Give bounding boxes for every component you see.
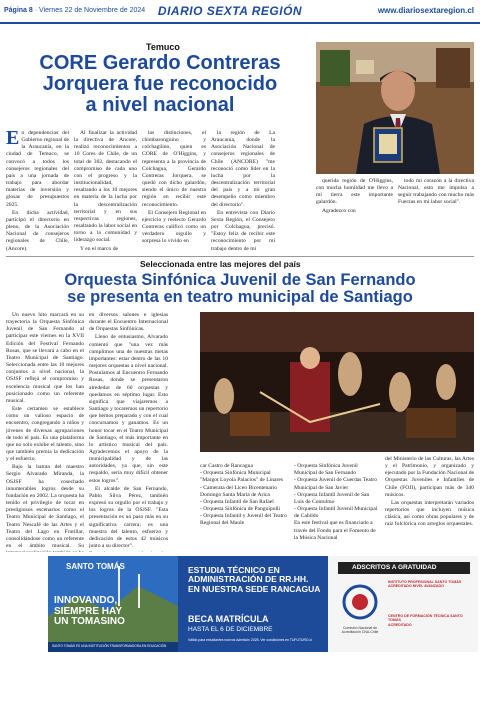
article2-section: Seleccionada entre las mejores del país [140, 259, 301, 269]
ad-slogan: INNOVANDO, SIEMPRE HAY UN TOMASINO [54, 595, 125, 627]
article1-col4: la región de La Araucanía, donde la Asociación Nacional de consejeros regionales de Chile (ANCORE) "me reconoció como líder en la lucha por la descentralización territorial del país y a mi gran desempeño como miembro del directorio". En entrevista con Diario Sexta Región, el Consejero por Colchagua, precisó. "Estoy feliz de recibir este reconocimiento por mi trabajo dentro de mi [211, 130, 275, 252]
ad-offer-panel [178, 556, 328, 652]
article1-col2: Al finalizar la actividad la directiva de Ancore, realizó reconocimientos a 10 Cores de Chile, de un total de 302, destacando el compromiso de cada uno con el progreso y la institucionalidad, resaltando a los 10 mejores en materia de la lucha por la descentralización territorial y en sus respectivas regiones, resaltando la labor social en torno a la comunidad y liderazgo social. Y en el marco de [74, 130, 137, 252]
ad-institute-2: CENTRO DE FORMACIÓN TÉCNICA SANTO TOMÁS ACREDITADO [388, 614, 463, 627]
ad-beca-note: Válido para estudiantes nuevos Admisión 2025. Ver condiciones en TUFUTURO.cl [188, 638, 312, 642]
article1-col5: querida región de O'Higgins, con mucha humildad me llevo a mi tierra este importante galardón. Agradezco con [316, 178, 393, 214]
article2-photo [200, 312, 474, 452]
newspaper-brand: DIARIO SEXTA REGIÓN [157, 4, 303, 18]
article1-col1: En dependencias del Gobierno regional de la Araucanía, en la ciudad de Temuco, se convocó a todos los consejeros regionales del país a una jornada de trabajo para abordar materias de inversión y glosas de presupuestos 2025. En dicha actividad, participó el directorio en pleno, de la Asociación Nacional de consejeros regionales de Chile, (Ancore). [6, 130, 69, 252]
ad-logo: SANTO TOMÁS [66, 562, 125, 571]
cna-logo: Comisión Nacional de Acreditación CNA-Chile [338, 582, 382, 642]
article2-title: Orquesta Sinfónica Juvenil de San Fernando se presenta en teatro municipal de Santiago [64, 271, 416, 307]
section-divider [6, 256, 474, 257]
article1-col6: todo mi corazón a la directiva Nacional, esto me impulsa a seguir trabajando con mucho más Fuerzas en mi labor social". [398, 178, 474, 206]
article2-col1: Un nuevo hito marcará en su trayectoria la Orquesta Sinfónica Juvenil de San Fernando al participar este viernes en la XVII Edición del Festival Fernando Rosas, que se llevará a cabo en el Teatro Municipal de Santiago. Seleccionada entre las 10 mejores conjuntos a nivel nacional, la OSJSF reflejá el compromiso y excelencia musical que los han posicionado como un referente musical. Este certamen se establece como un valioso espacio de encuentro, congregando a niños y jóvenes de diversas agrupaciones de todo el país. Es una plataforma que no solo exhibe el talento, sino que también premia la dedicación y el esfuerzo. Bajo la batuta del maestro Sergio Alvarado Miranda, la OSJSF ha cosechado innumerables logros desde su fundación en 2002. La orquesta ha tenido el privilegio de tocar en prestigiosos escenarios como el Teatro Municipal de Santiago, el Teatro Nescafé de las Artes y el Teatro del Lago en Frutillar, consolidándose como un referente en el ámbito musical. Su [6, 312, 84, 549]
site-url[interactable]: www.diariosextaregion.cl [377, 6, 474, 15]
page-date: Página 8 · Viernes 22 de Noviembre de 2024 [4, 7, 146, 14]
ad-accreditation-panel [328, 556, 478, 652]
ad-brand-panel [48, 556, 178, 652]
article2-col3: car Castro de Rancagua - Orquesta Sinfónica Municipal "Margot Loyola Palacios" de Linares - Camerata del Liceo Bicentenario Domingo Santa María de Arica - Orquesta Infantil de San Rafael - Orquesta Sinfónica de Panguipulli - Orquesta Infantil y Juvenil del Teatro Regional del Maule [200, 463, 287, 527]
ad-foot: SANTO TOMÁS ES UNA INSTITUCIÓN TRANSFORMADORA EN EDUCACIÓN [52, 644, 167, 648]
santo-tomas-ad[interactable] [48, 556, 478, 652]
ad-beca-date: HASTA EL 6 DE DICIEMBRE [188, 626, 273, 633]
ad-course: ESTUDIA TÉCNICO EN ADMINISTRACIÓN DE RR.HH. EN NUESTRA SEDE RANCAGUA [188, 565, 321, 594]
article1-title: CORE Gerardo Contreras Jorquera fue reconocido a nivel nacional [39, 52, 281, 116]
page-header [0, 0, 480, 24]
article1-photo [316, 42, 474, 174]
article1-col3: las distinciones, el chimbaronguino y colchagüino, quien es CORE de O'Higgins, y representa a la provincia de Colchagua, Gerardo Contreras Jorquera, se quedó con dicho galardón, siendo el único de nuestra región en recibir este reconocimiento. El Consejero Regional en ejercicio y reelecto Gerardo Contreras calificó como un verdadero orgullo y sorpresa lo vivido en [142, 130, 206, 245]
article1-section: Temuco [146, 42, 180, 52]
article2-col5: del Ministerio de las Culturas, las Artes y el Patrimonio, y organizado y ejecutado por la Fundación Nacional de Orquestas Juveniles e Infantiles de Chile (FOJI), participan más de 340 músicos. Las orquestas interpretarán variados repertorios que incluyen música clásica, así como obras populares y de raíz folclórica con arreglos orquestales. [385, 456, 474, 528]
article2-col4: - Orquesta Sinfónica Juvenil Municipal de San Fernando - Orquesta Juvenil de Cuerdas Teatro Municipal de San Javier - Orquesta Infantil Juvenil de San Luis de Contulmo - Orquesta Infantil Juvenil Municipal de Cabildo En este festival que es financiado a través del Fondo para el Fomento de la Música Nacional [294, 463, 378, 541]
ad-institute-1: INSTITUTO PROFESIONAL SANTO TOMÁS ACREDITADO NIVEL AVANZADO [388, 580, 462, 589]
ad-gratuidad-bar: ADSCRITOS A GRATUIDAD [338, 562, 470, 574]
ad-beca: BECA MATRÍCULA [188, 614, 269, 624]
article2-col2: en diversos salones e iglesias durante el Encuentro Internacional de Orquestas Sinfónicas. Lleno de entusiasmo, Alvarado comentó que "una vez más cumplimos una de nuestras metas importantes: estar dentro de las 10 mejores orquestas a nivel nacional. Postulamos al Encuentro Fernando Rosas, donde se presentaron alrededor de 60 orquestas y quedamos en séptimo lugar. Esto significa que viajaremos a Santiago y tocaremos un repertorio que hemos preparado y con el cual concursamos y ganamos. Es un honor tocar en el Teatro Municipal de Santiago, el más importante en lo artístico musical del país. Agradecemos el apoyo de la municipalidad y de las autoridades, ya que, sin este respaldo, sería muy difícil obtener estos logros". El alcalde de San Fernando, Pablo Silva Pérez, también expresó su orgullo por el trabajo y los logros de la OSJSF. "Esta presentación es un paso más en su significativa carrera; es una muestra del talento, esfuerzo y dedicación de estos 42 músicos junto a su director". [89, 312, 168, 549]
